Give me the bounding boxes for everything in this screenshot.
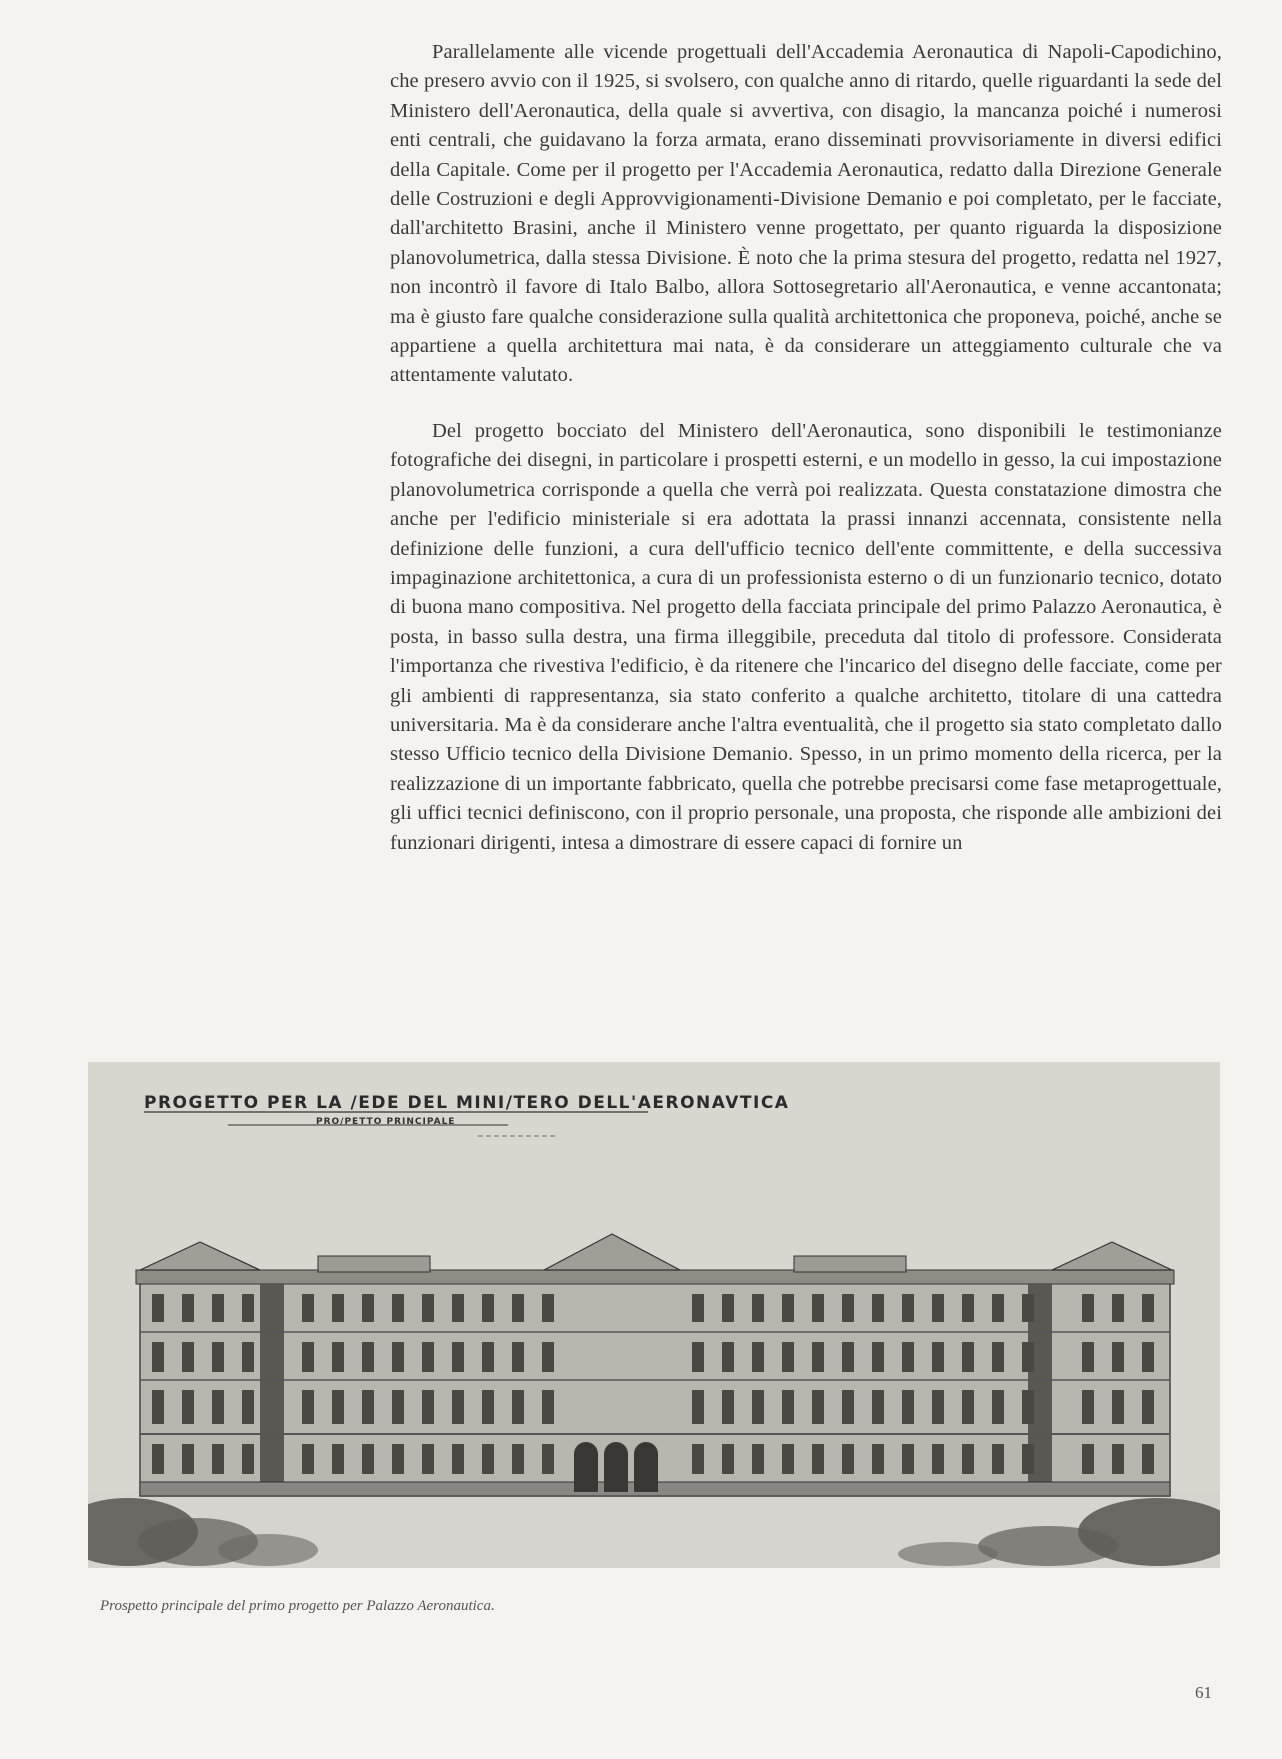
paragraph-1: Parallelamente alle vicende progettuali dell'Accademia Aeronautica di Napoli-Capodichino, che presero avvio con il 1925, si svolsero, con qualche anno di ritardo, quelle riguardanti la sede del Ministero dell'Aeronautica, della quale si avvertiva, con disagio, la mancanza poiché i numerosi enti centrali, che guidavano la forza armata, erano disseminati provvisoriamente in diversi edifici della Capitale. Come per il progetto per l'Accademia Aeronautica, redatto dalla Direzione Generale delle Costruzioni e degli Approvvigionamenti-Divisione Demanio e poi completato, per le facciate, dall'architetto Brasini, anche il Ministero venne progettato, per quanto riguarda la disposizione planovolumetrica, dalla stessa Divisione. È noto che la prima stesura del progetto, redatta nel 1927, non incontrò il favore di Italo Balbo, allora Sottosegretario all'Aeronautica, e venne accantonata; ma è giusto fare qualche considerazione sulla qualità architettonica che proponeva, poiché, anche se appartiene a quella architettura mai nata, è da considerare un atteggiamento culturale che va attentamente valutato.: [390, 41, 1222, 387]
window: [422, 1390, 434, 1424]
window: [242, 1342, 254, 1372]
window: [452, 1444, 464, 1474]
window: [422, 1342, 434, 1372]
window: [392, 1390, 404, 1424]
window: [482, 1342, 494, 1372]
window: [752, 1342, 764, 1372]
paragraph-2: Del progetto bocciato del Ministero dell'Aeronautica, sono disponibili le testimonianze fotografiche dei disegni, in particolare i prospetti esterni, e un modello in gesso, la cui impostazione planovolumetrica corrisponde a quella che verrà poi realizzata. Questa constatazione dimostra che anche per l'edificio ministeriale si era adottata la prassi innanzi accennata, consistente nella definizione delle funzioni, a cura dell'ufficio tecnico dell'ente committente, e della successiva impaginazione architettonica, a cura di un professionista esterno o di un funzionario tecnico, dotato di buona mano compositiva. Nel progetto della facciata principale del primo Palazzo Aeronautica, è posta, in basso sulla destra, una firma illeggibile, preceduta dal titolo di professore. Considerata l'importanza che rivestiva l'edificio, è da ritenere che l'incarico del disegno delle facciate, come per gli ambienti di rappresentanza, sia stato conferito a qualche architetto, titolare di una cattedra universitaria. Ma è da considerare anche l'altra eventualità, che il progetto sia stato completato dallo stesso Ufficio tecnico della Divisione Demanio. Spesso, in un primo momento della ricerca, per la realizzazione di un importante fabbricato, quella che potrebbe precisarsi come fase metaprogettuale, gli uffici tecnici definiscono, con il proprio personale, una proposta, che risponde alle ambizioni dei funzionari dirigenti, intesa a dimostrare di essere capaci di fornire un: [390, 419, 1222, 854]
window: [902, 1390, 914, 1424]
window: [722, 1390, 734, 1424]
window: [1082, 1390, 1094, 1424]
window: [782, 1294, 794, 1322]
drawing-subtitle: PRO/PETTO PRINCIPALE: [316, 1117, 456, 1127]
page-number: 61: [1195, 1683, 1212, 1702]
window: [332, 1444, 344, 1474]
window: [332, 1294, 344, 1322]
window: [812, 1444, 824, 1474]
window: [1142, 1342, 1154, 1372]
window: [182, 1444, 194, 1474]
window: [992, 1444, 1004, 1474]
window: [812, 1390, 824, 1424]
window: [932, 1342, 944, 1372]
window: [962, 1294, 974, 1322]
window: [872, 1294, 884, 1322]
window: [152, 1294, 164, 1322]
window: [872, 1342, 884, 1372]
window: [962, 1390, 974, 1424]
window: [152, 1342, 164, 1372]
window: [752, 1390, 764, 1424]
window: [992, 1390, 1004, 1424]
window: [302, 1342, 314, 1372]
figure-caption: Prospetto principale del primo progetto per Palazzo Aeronautica.: [100, 1598, 495, 1614]
building-facade: [136, 1234, 1174, 1496]
window: [842, 1342, 854, 1372]
window: [152, 1444, 164, 1474]
window: [812, 1294, 824, 1322]
window: [542, 1342, 554, 1372]
window: [512, 1294, 524, 1322]
window: [782, 1444, 794, 1474]
drawing-title: PROGETTO PER LA /EDE DEL MINI/TERO DELL'AERONAVTICA: [144, 1093, 790, 1113]
window: [212, 1390, 224, 1424]
window: [542, 1390, 554, 1424]
architectural-elevation-drawing: [88, 1062, 1220, 1568]
window: [482, 1294, 494, 1322]
window: [902, 1294, 914, 1322]
window: [962, 1342, 974, 1372]
window: [332, 1342, 344, 1372]
window: [482, 1444, 494, 1474]
window: [962, 1444, 974, 1474]
window: [1082, 1294, 1094, 1322]
window: [542, 1444, 554, 1474]
window: [932, 1294, 944, 1322]
window: [452, 1342, 464, 1372]
window: [1082, 1444, 1094, 1474]
window: [722, 1342, 734, 1372]
window: [692, 1444, 704, 1474]
window: [932, 1444, 944, 1474]
window: [512, 1342, 524, 1372]
window: [182, 1342, 194, 1372]
window: [182, 1390, 194, 1424]
window: [512, 1444, 524, 1474]
window: [902, 1444, 914, 1474]
window: [452, 1294, 464, 1322]
window: [1112, 1444, 1124, 1474]
window: [692, 1294, 704, 1322]
window: [242, 1444, 254, 1474]
window: [1142, 1390, 1154, 1424]
window: [362, 1390, 374, 1424]
window: [1112, 1390, 1124, 1424]
window: [1112, 1294, 1124, 1322]
window: [422, 1294, 434, 1322]
window: [752, 1444, 764, 1474]
window: [302, 1390, 314, 1424]
window: [392, 1444, 404, 1474]
window: [392, 1342, 404, 1372]
window: [302, 1444, 314, 1474]
window: [1022, 1342, 1034, 1372]
window: [692, 1390, 704, 1424]
window: [1142, 1444, 1154, 1474]
window: [782, 1390, 794, 1424]
window: [1022, 1294, 1034, 1322]
window: [932, 1390, 944, 1424]
window: [362, 1342, 374, 1372]
window: [842, 1390, 854, 1424]
window: [392, 1294, 404, 1322]
window: [302, 1294, 314, 1322]
window: [872, 1444, 884, 1474]
window: [182, 1294, 194, 1322]
window: [542, 1294, 554, 1322]
window: [242, 1390, 254, 1424]
window: [1022, 1390, 1034, 1424]
window: [212, 1294, 224, 1322]
window: [1112, 1342, 1124, 1372]
window: [992, 1342, 1004, 1372]
window: [842, 1444, 854, 1474]
facade-drawing: [88, 1062, 1220, 1568]
window: [722, 1294, 734, 1322]
window: [722, 1444, 734, 1474]
window: [152, 1390, 164, 1424]
window: [422, 1444, 434, 1474]
window: [812, 1342, 824, 1372]
body-text: [390, 38, 1222, 884]
window: [872, 1390, 884, 1424]
window: [842, 1294, 854, 1322]
window: [212, 1444, 224, 1474]
window: [332, 1390, 344, 1424]
window: [992, 1294, 1004, 1322]
window: [1082, 1342, 1094, 1372]
window: [362, 1444, 374, 1474]
window: [1142, 1294, 1154, 1322]
window: [782, 1342, 794, 1372]
window: [752, 1294, 764, 1322]
window: [212, 1342, 224, 1372]
window: [362, 1294, 374, 1322]
window: [482, 1390, 494, 1424]
window: [512, 1390, 524, 1424]
window: [902, 1342, 914, 1372]
window: [1022, 1444, 1034, 1474]
window: [452, 1390, 464, 1424]
window: [692, 1342, 704, 1372]
window: [242, 1294, 254, 1322]
